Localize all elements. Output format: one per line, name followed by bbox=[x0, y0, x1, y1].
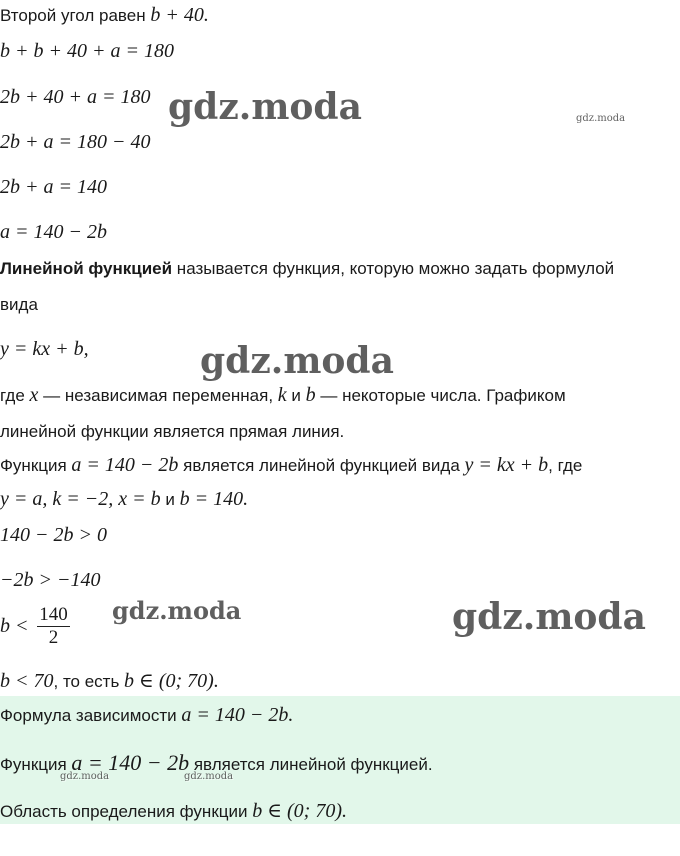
line-second-angle bbox=[0, 4, 209, 27]
inequality-result bbox=[0, 668, 219, 693]
equation-3: 2b + a = 180 − 40 bbox=[0, 131, 151, 153]
math: a = 140 − 2b. bbox=[181, 704, 294, 726]
text: — некоторые числа. Графиком bbox=[315, 386, 566, 405]
watermark: gdz.moda bbox=[452, 596, 646, 638]
equation-2: 2b + 40 + a = 180 bbox=[0, 86, 151, 108]
text: и bbox=[286, 386, 306, 405]
watermark: gdz.moda bbox=[168, 86, 362, 128]
linear-formula: y = kx + b, bbox=[0, 338, 89, 360]
watermark-small: gdz.moda bbox=[184, 771, 234, 782]
function-line-2 bbox=[0, 488, 248, 511]
definition-term: Линейной функцией bbox=[0, 259, 173, 278]
equation-1: b + b + 40 + a = 180 bbox=[0, 40, 174, 62]
definition-line-2: вида bbox=[0, 295, 38, 314]
inequality-1: 140 − 2b > 0 bbox=[0, 524, 107, 546]
watermark-small: gdz.moda bbox=[576, 113, 626, 124]
fraction-denominator: 2 bbox=[48, 627, 59, 648]
function-line-1 bbox=[0, 454, 582, 477]
text: — независимая переменная, bbox=[38, 386, 278, 405]
text: и bbox=[160, 490, 180, 509]
fraction-numerator: 140 bbox=[39, 604, 68, 625]
text: Функция bbox=[0, 755, 72, 774]
definition-line-3 bbox=[0, 384, 566, 407]
answer-line-1 bbox=[0, 704, 293, 727]
math: b < 70 bbox=[0, 670, 54, 692]
var-b: b bbox=[305, 384, 316, 406]
watermark: gdz.moda bbox=[112, 596, 242, 625]
text: Функция bbox=[0, 456, 72, 475]
var-k: k bbox=[277, 384, 287, 406]
text: , то есть bbox=[53, 672, 125, 691]
definition-text: называется функция, которую можно задать формулой bbox=[172, 259, 615, 278]
fraction bbox=[37, 604, 70, 649]
math: b ∈ (0; 70). bbox=[124, 670, 219, 692]
equation-4: 2b + a = 140 bbox=[0, 176, 107, 198]
math: a = 140 − 2b bbox=[71, 750, 190, 775]
text: является линейной функцией вида bbox=[178, 456, 465, 475]
watermark: gdz.moda bbox=[200, 340, 394, 382]
text: Область определения функции bbox=[0, 802, 253, 821]
text: , где bbox=[548, 456, 583, 475]
inequality-3 bbox=[0, 604, 70, 649]
equation-5: a = 140 − 2b bbox=[0, 221, 107, 243]
math: y = kx + b bbox=[464, 454, 549, 476]
definition-line-4: линейной функции является прямая линия. bbox=[0, 422, 345, 441]
math: b = 140. bbox=[179, 488, 249, 510]
var-x: x bbox=[29, 384, 39, 406]
text: Второй угол равен bbox=[0, 6, 151, 25]
math: b + 40. bbox=[150, 4, 209, 26]
math: y = a, k = −2, x = b bbox=[0, 488, 161, 510]
watermark-small: gdz.moda bbox=[60, 771, 110, 782]
text: где bbox=[0, 386, 30, 405]
answer-block bbox=[0, 696, 680, 824]
inequality-2: −2b > −140 bbox=[0, 569, 101, 591]
definition-line-1 bbox=[0, 259, 614, 279]
math: a = 140 − 2b bbox=[71, 454, 179, 476]
answer-line-3 bbox=[0, 798, 347, 823]
text: Формула зависимости bbox=[0, 706, 182, 725]
math: b < bbox=[0, 615, 29, 637]
math: b ∈ (0; 70). bbox=[252, 800, 347, 822]
text: является линейной функцией. bbox=[189, 755, 433, 774]
